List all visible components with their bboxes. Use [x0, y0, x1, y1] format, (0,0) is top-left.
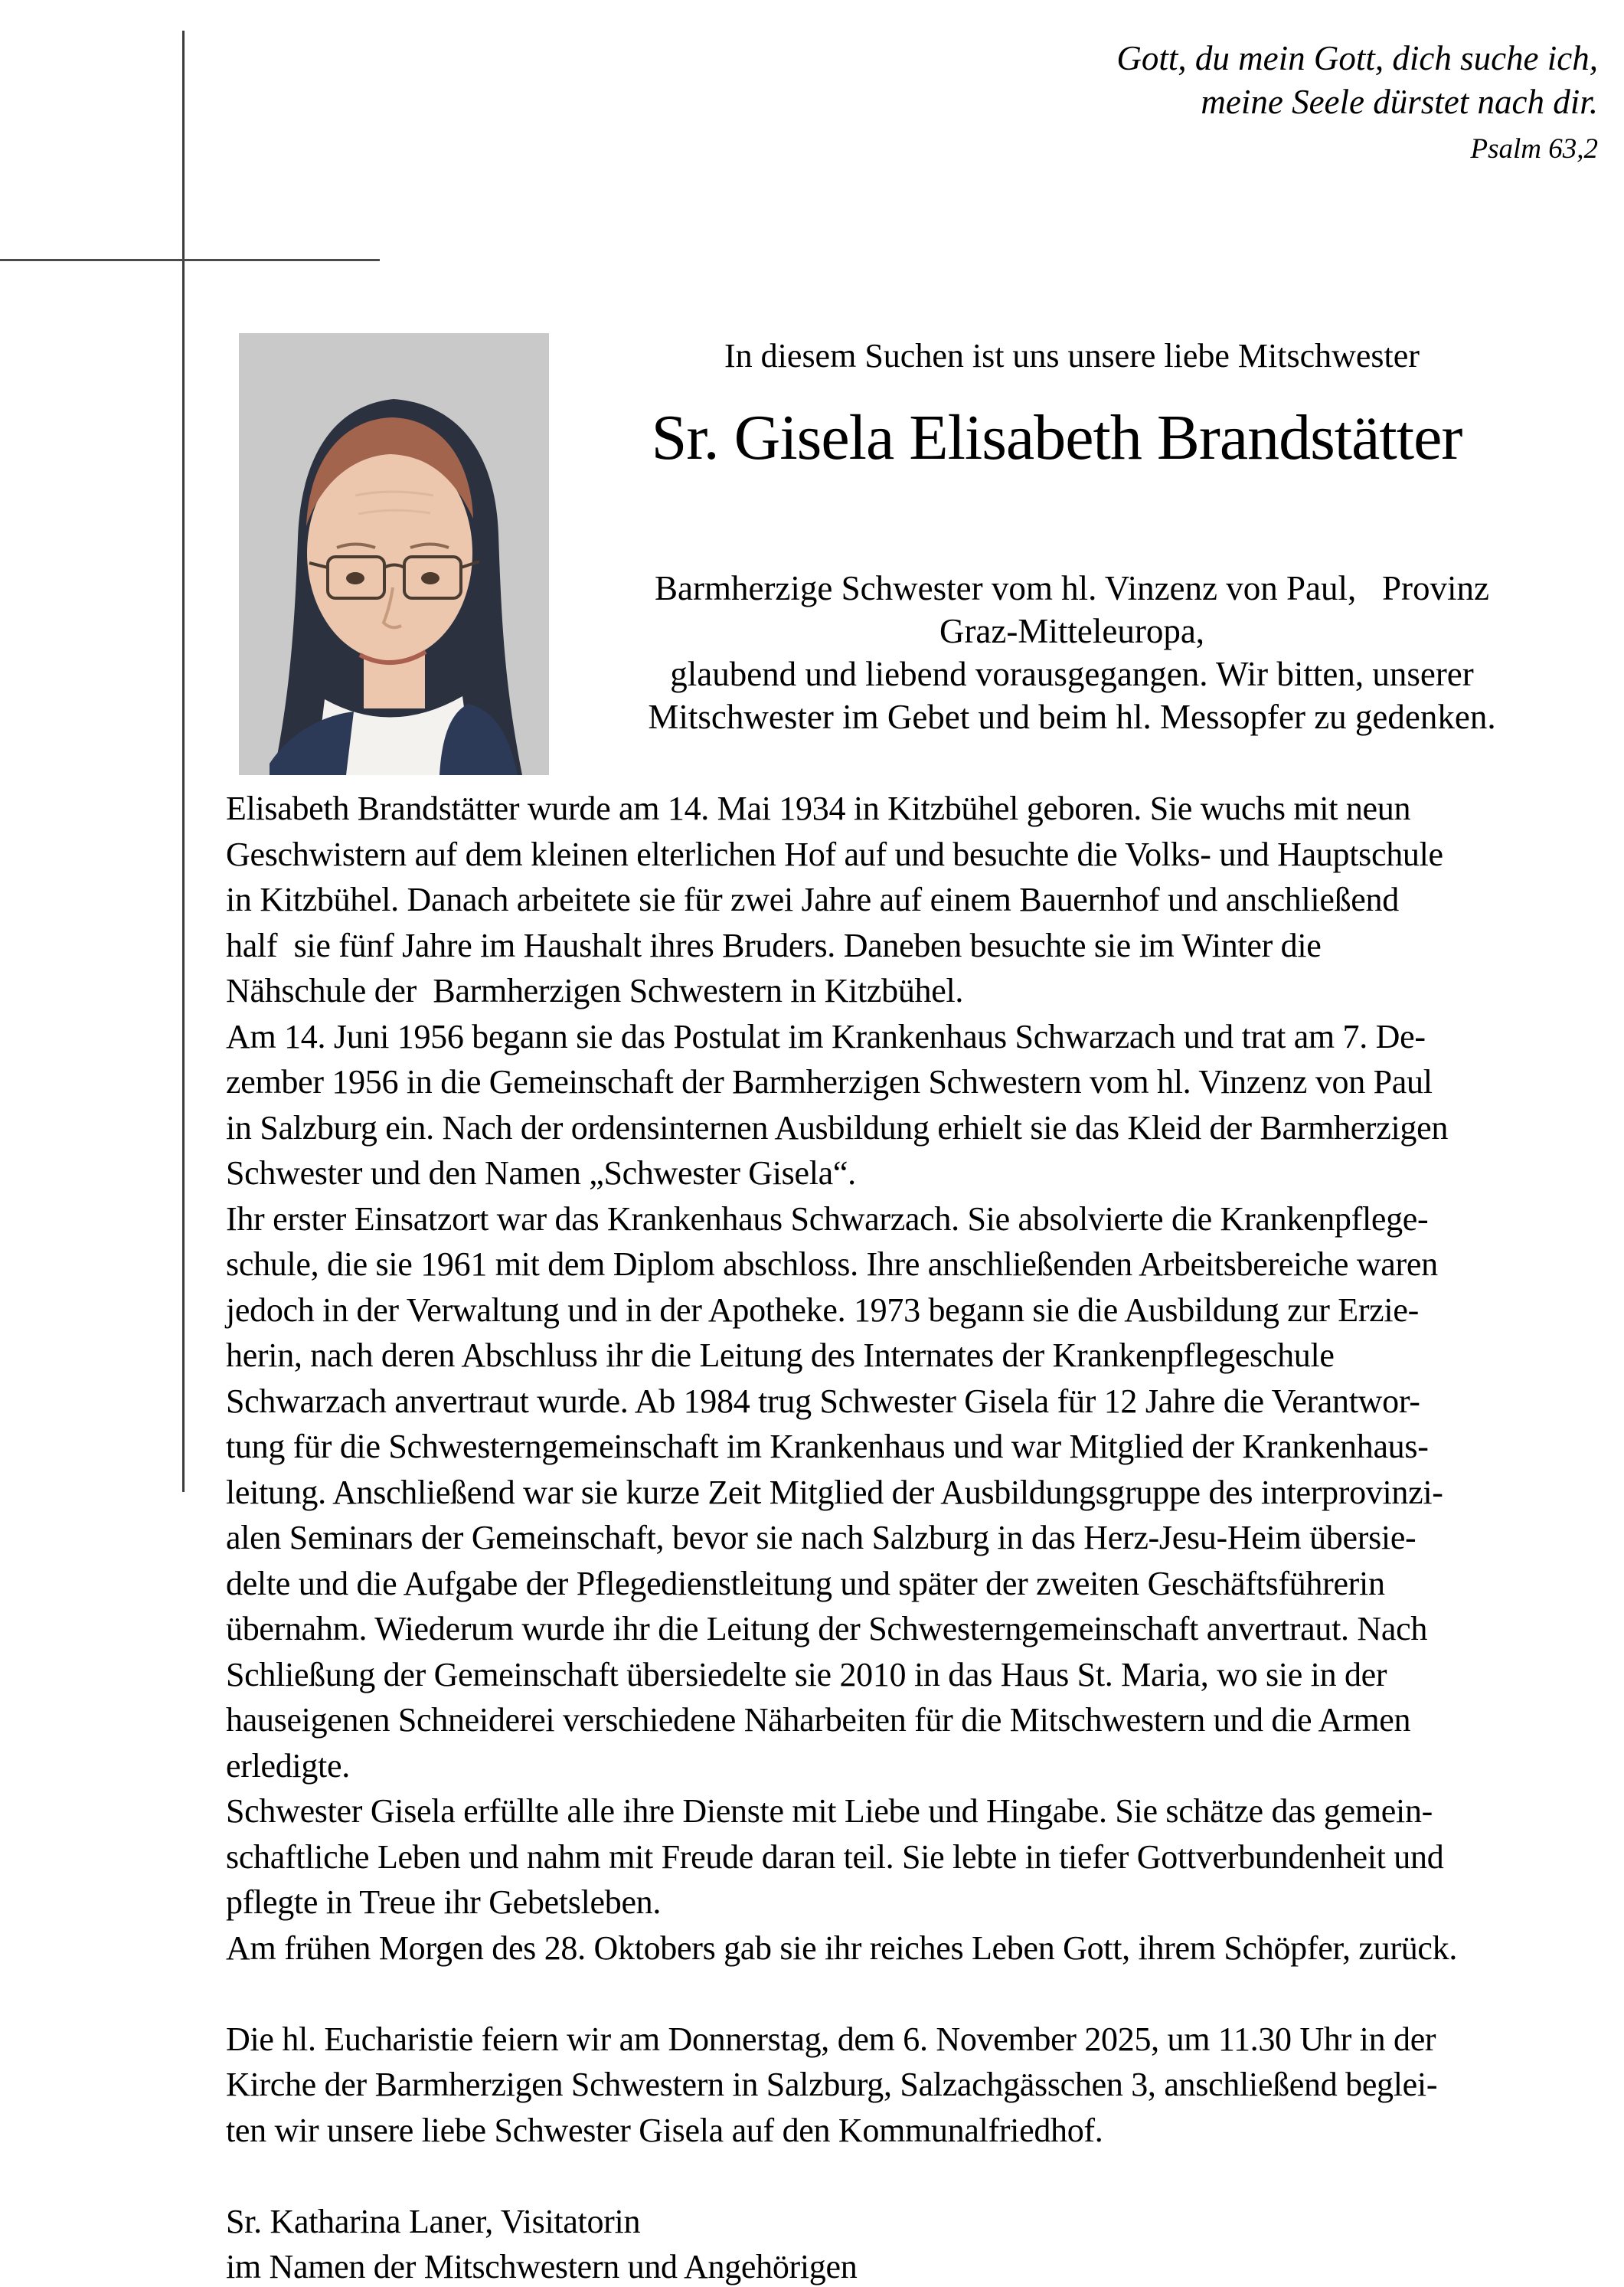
- body-line: Die hl. Eucharistie feiern wir am Donnerstag, dem 6. November 2025, um 11.30 Uhr in der: [226, 2020, 1436, 2058]
- body-line: jedoch in der Verwaltung und in der Apotheke. 1973 begann sie die Ausbildung zur Erzie-: [226, 1291, 1419, 1329]
- body-line: Sr. Katharina Laner, Visitatorin: [226, 2202, 641, 2240]
- body-line: Schließung der Gemeinschaft übersiedelte sie 2010 in das Haus St. Maria, wo sie in der: [226, 1655, 1387, 1693]
- body-line: hauseigenen Schneiderei verschiedene Näharbeiten für die Mitschwestern und die Armen: [226, 1701, 1411, 1739]
- body-line: Nähschule der Barmherzigen Schwestern in Kitzbühel.: [226, 972, 964, 1009]
- body-line: ten wir unsere liebe Schwester Gisela auf den Kommunalfriedhof.: [226, 2111, 1103, 2149]
- cross-vertical-line: [182, 31, 185, 1492]
- subtitle-line: Graz-Mitteleuropa,: [939, 612, 1205, 650]
- body-line: in Salzburg ein. Nach der ordensinternen Ausbildung erhielt sie das Kleid der Barmherzigen: [226, 1108, 1449, 1147]
- body-line: half sie fünf Jahre im Haushalt ihres Bruders. Daneben besuchte sie im Winter die: [226, 926, 1322, 964]
- body-line: alen Seminars der Gemeinschaft, bevor sie nach Salzburg in das Herz-Jesu-Heim übersie-: [226, 1519, 1417, 1556]
- body-line: erledigte.: [226, 1746, 350, 1785]
- quote-source: Psalm 63,2: [1470, 133, 1598, 165]
- body-line: leitung. Anschließend war sie kurze Zeit Mitglied der Ausbildungsgruppe des interprovinzi-: [226, 1473, 1443, 1511]
- body-line: delte und die Aufgabe der Pflegedienstleitung und später der zweiten Geschäftsführerin: [226, 1564, 1385, 1602]
- cross-horizontal-line: [0, 259, 380, 261]
- subtitle-block: [544, 567, 1600, 738]
- scripture-quote: [1116, 37, 1598, 167]
- body-line: schaftliche Leben und nahm mit Freude daran teil. Sie lebte in tiefer Gottverbundenheit und: [226, 1837, 1444, 1876]
- subtitle-line: Barmherzige Schwester vom hl. Vinzenz von Paul, Provinz: [655, 569, 1489, 607]
- body-line: übernahm. Wiederum wurde ihr die Leitung der Schwesterngemeinschaft anvertraut. Nach: [226, 1610, 1428, 1647]
- body-line: Elisabeth Brandstätter wurde am 14. Mai 1934 in Kitzbühel geboren. Sie wuchs mit neun: [226, 790, 1411, 827]
- body-line: herin, nach deren Abschluss ihr die Leitung des Internates der Krankenpflegeschule: [226, 1337, 1335, 1374]
- body-line: Schwester und den Namen „Schwester Gisela“.: [226, 1154, 856, 1192]
- subtitle-line: glaubend und liebend vorausgegangen. Wir bitten, unserer: [670, 655, 1474, 693]
- deceased-name: Sr. Gisela Elisabeth Brandstätter: [651, 402, 1462, 473]
- body-line: im Namen der Mitschwestern und Angehörigen: [226, 2248, 858, 2285]
- eye-right: [421, 572, 439, 584]
- body-line: Kirche der Barmherzigen Schwestern in Salzburg, Salzachgässchen 3, anschließend beglei-: [226, 2066, 1438, 2103]
- body-line: in Kitzbühel. Danach arbeitete sie für zwei Jahre auf einem Bauernhof und anschließend: [226, 881, 1399, 918]
- body-line: [226, 1971, 1457, 2017]
- portrait-photo: [239, 333, 549, 775]
- quote-line-2: meine Seele dürstet nach dir.: [1201, 83, 1598, 121]
- subtitle-line: Mitschwester im Gebet und beim hl. Messopfer zu gedenken.: [648, 698, 1496, 736]
- body-line: [226, 2153, 1457, 2199]
- quote-line-1: Gott, du mein Gott, dich suche ich,: [1116, 39, 1598, 77]
- intro-line: In diesem Suchen ist uns unsere liebe Mitschwester: [724, 337, 1420, 375]
- obituary-text: [226, 786, 1457, 2287]
- body-line: Am frühen Morgen des 28. Oktobers gab sie ihr reiches Leben Gott, ihrem Schöpfer, zurück.: [226, 1929, 1458, 1967]
- body-line: tung für die Schwesterngemeinschaft im Krankenhaus und war Mitglied der Krankenhaus-: [226, 1428, 1429, 1465]
- body-line: pflegte in Treue ihr Gebetsleben.: [226, 1883, 662, 1921]
- body-line: Ihr erster Einsatzort war das Krankenhaus Schwarzach. Sie absolvierte die Krankenpflege-: [226, 1199, 1429, 1238]
- body-line: Am 14. Juni 1956 begann sie das Postulat im Krankenhaus Schwarzach und trat am 7. De-: [226, 1017, 1426, 1055]
- eye-left: [346, 572, 364, 584]
- body-line: schule, die sie 1961 mit dem Diplom abschloss. Ihre anschließenden Arbeitsbereiche waren: [226, 1245, 1438, 1283]
- body-line: Geschwistern auf dem kleinen elterlichen Hof auf und besuchte die Volks- und Hauptschule: [226, 835, 1443, 873]
- body-line: zember 1956 in die Gemeinschaft der Barmherzigen Schwestern vom hl. Vinzenz von Paul: [226, 1063, 1433, 1101]
- body-line: Schwester Gisela erfüllte alle ihre Dienste mit Liebe und Hingabe. Sie schätze das gemein-: [226, 1792, 1433, 1830]
- body-line: Schwarzach anvertraut wurde. Ab 1984 trug Schwester Gisela für 12 Jahre die Verantwor-: [226, 1382, 1420, 1420]
